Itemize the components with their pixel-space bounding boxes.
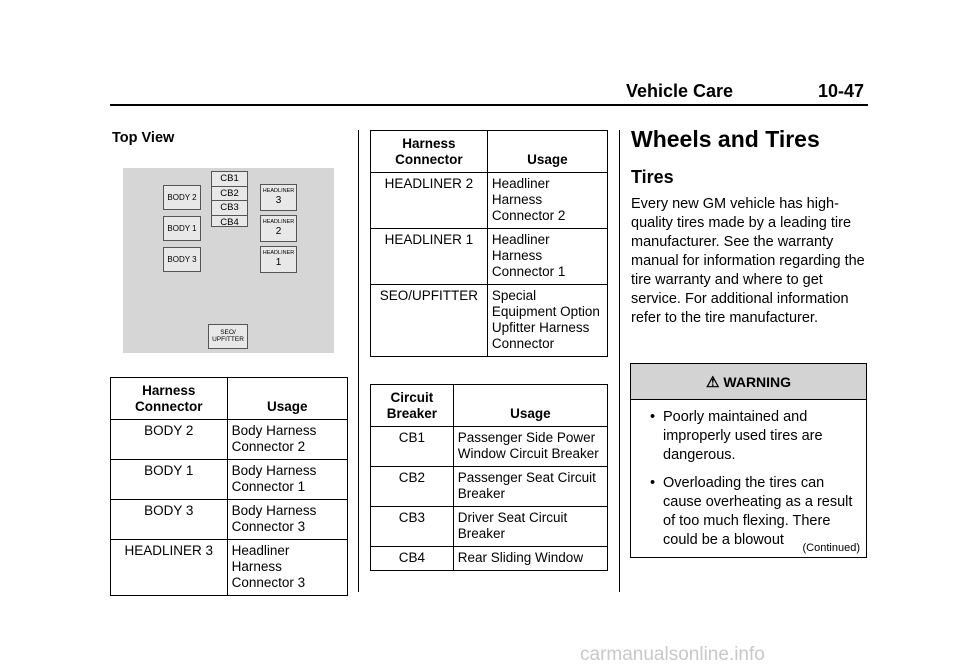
fuse-block-top-view-diagram xyxy=(123,168,334,353)
table-row xyxy=(371,547,608,571)
bullet-icon: • xyxy=(650,475,656,491)
subsection-heading: Tires xyxy=(631,167,674,187)
column-header: Usage xyxy=(227,378,347,420)
table-cell: Passenger Seat Circuit Breaker xyxy=(453,467,607,507)
table-cell: Driver Seat Circuit Breaker xyxy=(453,507,607,547)
column-header: Usage xyxy=(487,131,607,173)
table-row xyxy=(371,229,608,285)
table-cell: Body Harness Connector 1 xyxy=(227,460,347,500)
list-item xyxy=(631,408,866,465)
running-header-title: Vehicle Care xyxy=(626,81,734,101)
table-cell: BODY 3 xyxy=(111,500,228,540)
harness-connector-table-1 xyxy=(110,377,348,596)
column-header: Usage xyxy=(453,385,607,427)
connector-body-1: BODY 1 xyxy=(163,216,201,241)
connector-headliner-1 xyxy=(260,246,297,273)
table-cell: Headliner Harness Connector 2 xyxy=(487,173,607,229)
table-cell: HEADLINER 1 xyxy=(371,229,488,285)
watermark: carmanualsonline.info xyxy=(580,644,765,665)
table-cell: Body Harness Connector 2 xyxy=(227,420,347,460)
table-header-row xyxy=(371,131,608,173)
table-cell: Special Equipment Option Upfitter Harness Connector xyxy=(487,285,607,357)
circuit-breaker-stack xyxy=(211,171,248,227)
header-rule xyxy=(110,104,868,106)
connector-headliner-2 xyxy=(260,215,297,242)
headliner-label: HEADLINER xyxy=(262,249,295,256)
list-item xyxy=(631,474,866,550)
warning-box xyxy=(630,363,867,558)
connector-seo-upfitter xyxy=(208,324,248,349)
table-cell: CB3 xyxy=(371,507,454,547)
connector-headliner-3 xyxy=(260,184,297,211)
column-divider-right xyxy=(619,130,620,592)
table-row xyxy=(111,500,348,540)
table-cell: BODY 2 xyxy=(111,420,228,460)
headliner-number: 1 xyxy=(275,257,282,269)
cb4-label: CB4 xyxy=(220,216,239,228)
warning-item-text: Overloading the tires can cause overheating as a result of too much flexing. There could be a blowout xyxy=(663,475,853,548)
section-heading: Wheels and Tires xyxy=(631,126,820,152)
connector-body-2: BODY 2 xyxy=(163,185,201,210)
warning-list xyxy=(631,408,866,550)
bullet-icon: • xyxy=(650,409,656,425)
seo-label-line1: SEO/ xyxy=(220,329,236,336)
continued-note: (Continued) xyxy=(802,542,860,554)
table-row xyxy=(371,285,608,357)
table-row xyxy=(371,427,608,467)
column-header: Circuit Breaker xyxy=(371,385,454,427)
table-row xyxy=(111,540,348,596)
table-cell: SEO/UPFITTER xyxy=(371,285,488,357)
seo-label-line2: UPFITTER xyxy=(212,335,244,343)
headliner-number: 3 xyxy=(275,195,282,207)
headliner-number: 2 xyxy=(275,226,282,238)
section-title: Top View xyxy=(112,130,175,146)
table-cell: HEADLINER 2 xyxy=(371,173,488,229)
table-cell: Body Harness Connector 3 xyxy=(227,500,347,540)
column-header: Harness Connector xyxy=(111,378,228,420)
table-row xyxy=(371,173,608,229)
headliner-label: HEADLINER xyxy=(262,218,295,225)
table-cell: Headliner Harness Connector 3 xyxy=(227,540,347,596)
harness-connector-table-2 xyxy=(370,130,608,357)
circuit-breaker-table xyxy=(370,384,608,571)
table-cell: Headliner Harness Connector 1 xyxy=(487,229,607,285)
column-divider-left xyxy=(358,130,359,592)
table-cell: HEADLINER 3 xyxy=(111,540,228,596)
table-row xyxy=(111,420,348,460)
cb2-label: CB2 xyxy=(212,187,247,202)
connector-body-3: BODY 3 xyxy=(163,247,201,272)
warning-header xyxy=(631,364,866,400)
table-cell: BODY 1 xyxy=(111,460,228,500)
page-number: 10-47 xyxy=(818,81,865,101)
table-row xyxy=(371,507,608,547)
warning-title: WARNING xyxy=(723,373,792,390)
body-paragraph: Every new GM vehicle has high-quality tires made by a leading tire manufacturer. See the warranty manual for information regarding the tire warranty and where to get service. For additional information refer to the tire manufacturer. xyxy=(631,196,865,326)
table-cell: Passenger Side Power Window Circuit Breaker xyxy=(453,427,607,467)
table-row xyxy=(371,467,608,507)
table-header-row xyxy=(371,385,608,427)
table-cell: CB1 xyxy=(371,427,454,467)
cb1-label: CB1 xyxy=(212,172,247,187)
table-row xyxy=(111,460,348,500)
headliner-label: HEADLINER xyxy=(262,187,295,194)
warning-triangle-icon: ⚠ xyxy=(705,373,720,391)
warning-item-text: Poorly maintained and improperly used tires are dangerous. xyxy=(663,409,823,463)
table-cell: Rear Sliding Window xyxy=(453,547,607,571)
table-cell: CB2 xyxy=(371,467,454,507)
column-header: Harness Connector xyxy=(371,131,488,173)
table-header-row xyxy=(111,378,348,420)
cb3-label: CB3 xyxy=(212,201,247,216)
table-cell: CB4 xyxy=(371,547,454,571)
